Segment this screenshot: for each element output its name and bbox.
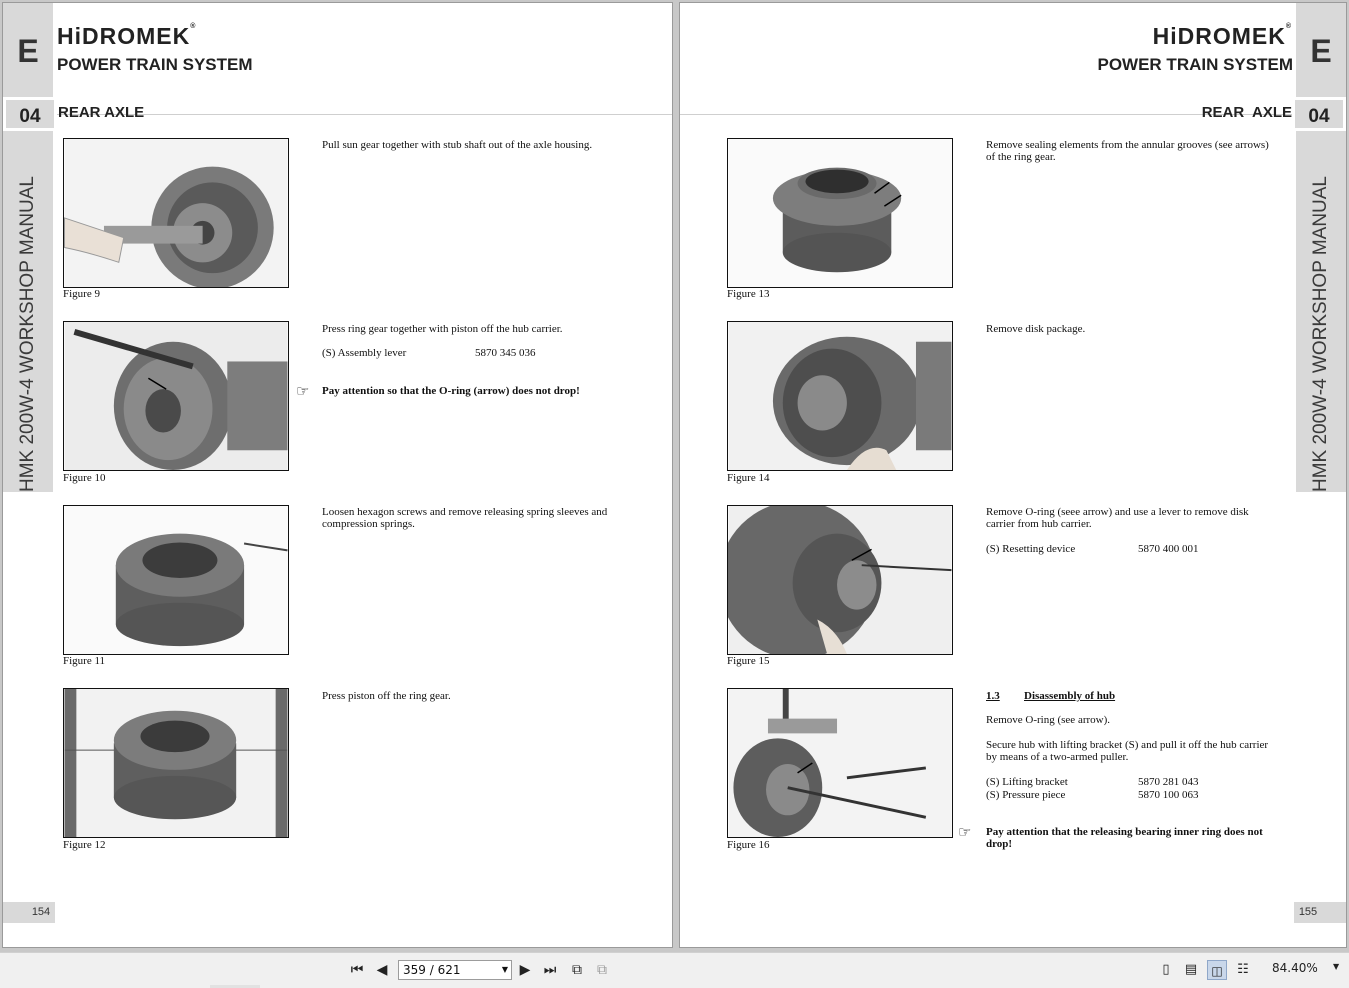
manual-side-title: HMK 200W-4 WORKSHOP MANUAL	[17, 175, 38, 493]
figure-15-image	[727, 505, 953, 655]
section-letter: E	[1310, 33, 1332, 69]
step-text: Remove O-ring (seee arrow) and use a lever to remove disk carrier from hub carrier.	[986, 506, 1249, 530]
system-title: POWER TRAIN SYSTEM	[1097, 55, 1293, 74]
page-number-tab	[1322, 902, 1346, 923]
step-text: Loosen hexagon screws and remove releasing spring sleeves and compression springs.	[322, 506, 608, 530]
step-text: Press ring gear together with piston off the hub carrier.	[322, 323, 563, 335]
subsection-number: 1.3	[986, 690, 1000, 702]
left-page	[2, 2, 673, 948]
figure-caption: Figure 9	[63, 288, 100, 300]
page-number-tab	[3, 902, 27, 923]
figure-10-image	[63, 321, 289, 471]
pointing-hand-icon: ☞	[958, 825, 972, 841]
page-dropdown-icon[interactable]: ▼	[501, 965, 508, 974]
tool-number: 5870 281 043	[1138, 776, 1199, 788]
warning-note: Pay attention so that the O-ring (arrow) does not drop!	[322, 385, 580, 397]
previous-view-icon[interactable]: ⧉	[572, 962, 582, 978]
section-letter: E	[17, 33, 39, 69]
chapter-number: 04	[1292, 97, 1346, 131]
first-page-icon[interactable]: ⏮	[350, 962, 364, 978]
pointing-hand-icon: ☞	[296, 384, 310, 400]
manual-side-title: HMK 200W-4 WORKSHOP MANUAL	[1310, 175, 1331, 493]
continuous-facing-icon[interactable]: ☷	[1237, 962, 1249, 977]
tool-number: 5870 400 001	[1138, 543, 1199, 555]
figure-caption: Figure 16	[727, 839, 770, 851]
subsection-title: Disassembly of hub	[1024, 690, 1116, 702]
zoom-dropdown-icon[interactable]: ▼	[1333, 962, 1340, 971]
page-number-field[interactable]: 359 / 621 ▼	[398, 960, 512, 980]
figure-13-image	[727, 138, 953, 288]
facing-icon[interactable]: ◫	[1207, 960, 1227, 980]
step-text: Press piston off the ring gear.	[322, 690, 451, 702]
figure-caption: Figure 11	[63, 655, 106, 667]
figure-caption: Figure 10	[63, 472, 106, 484]
page-number: 155	[1294, 902, 1322, 923]
section-title: REAR AXLE	[1201, 104, 1292, 121]
figure-caption: Figure 15	[727, 655, 770, 667]
tool-name: (S) Resetting device	[986, 543, 1076, 555]
step-text: Remove O-ring (see arrow).	[986, 714, 1111, 726]
figure-12-image	[63, 688, 289, 838]
step-text: Remove sealing elements from the annular grooves (see arrows) of the ring gear.	[986, 139, 1269, 163]
step-text: Pull sun gear together with stub shaft out of the axle housing.	[322, 139, 593, 151]
figure-16-image	[727, 688, 953, 838]
brand-logo: HiDROMEK®	[57, 23, 197, 49]
tool-number: 5870 100 063	[1138, 789, 1199, 801]
figure-11-image	[63, 505, 289, 655]
step-text: Secure hub with lifting bracket (S) and pull it off the hub carrier by means of a two-armed puller.	[986, 739, 1269, 763]
last-page-icon[interactable]: ⏭	[543, 962, 557, 978]
figure-caption: Figure 12	[63, 839, 106, 851]
section-title: REAR AXLE	[58, 104, 145, 121]
brand-logo: HiDROMEK®	[1152, 23, 1292, 49]
zoom-level[interactable]: 84.40%	[1272, 961, 1318, 975]
header-rule	[680, 114, 1292, 115]
tool-number: 5870 345 036	[475, 347, 536, 359]
navigation-toolbar	[0, 952, 1349, 988]
figure-caption: Figure 13	[727, 288, 770, 300]
system-title: POWER TRAIN SYSTEM	[57, 55, 253, 74]
header-rule	[57, 114, 672, 115]
figure-14-image	[727, 321, 953, 471]
next-view-icon[interactable]: ⧉	[597, 962, 607, 978]
page-number: 154	[27, 902, 55, 923]
previous-page-icon[interactable]: ◀	[376, 962, 388, 978]
chapter-number: 04	[3, 97, 57, 131]
tool-name: (S) Assembly lever	[322, 347, 407, 359]
side-strip	[1296, 3, 1346, 492]
step-text: Remove disk package.	[986, 323, 1086, 335]
right-page	[679, 2, 1347, 948]
warning-note: Pay attention that the releasing bearing inner ring does not drop!	[986, 826, 1263, 850]
figure-9-image	[63, 138, 289, 288]
continuous-icon[interactable]: ▤	[1184, 962, 1198, 977]
single-page-icon[interactable]: ▯	[1162, 962, 1170, 977]
side-strip	[3, 3, 53, 492]
tool-name: (S) Pressure piece	[986, 789, 1066, 801]
figure-caption: Figure 14	[727, 472, 770, 484]
tool-name: (S) Lifting bracket	[986, 776, 1068, 788]
next-page-icon[interactable]: ▶	[519, 962, 531, 978]
